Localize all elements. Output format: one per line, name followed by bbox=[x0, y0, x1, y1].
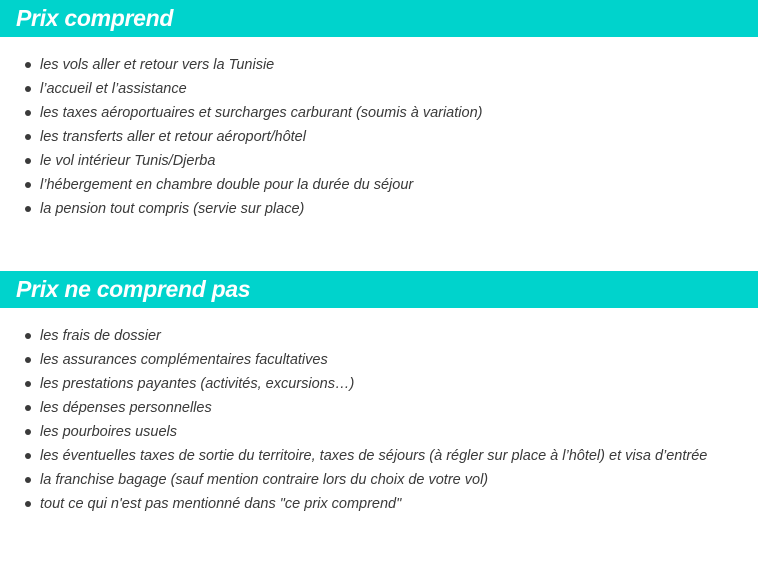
included-items-list bbox=[0, 53, 482, 221]
excluded-item bbox=[0, 372, 707, 396]
bullet-icon bbox=[25, 182, 31, 188]
excluded-items-list bbox=[0, 324, 707, 516]
included-item-text: la pension tout compris (servie sur place) bbox=[40, 201, 305, 217]
excluded-item-text: les prestations payantes (activités, excursions…) bbox=[40, 376, 355, 392]
included-item bbox=[0, 77, 482, 101]
included-section-header bbox=[0, 0, 758, 37]
excluded-item-text: les dépenses personnelles bbox=[40, 400, 212, 416]
excluded-item bbox=[0, 492, 707, 516]
excluded-item-text: la franchise bagage (sauf mention contraire lors du choix de votre vol) bbox=[40, 472, 489, 488]
included-item-text: les taxes aéroportuaires et surcharges carburant (soumis à variation) bbox=[40, 105, 483, 121]
bullet-icon bbox=[25, 62, 31, 68]
excluded-item bbox=[0, 468, 707, 492]
bullet-icon bbox=[25, 206, 31, 212]
excluded-item bbox=[0, 324, 707, 348]
bullet-icon bbox=[25, 86, 31, 92]
included-item bbox=[0, 125, 482, 149]
bullet-icon bbox=[25, 381, 31, 387]
bullet-icon bbox=[25, 453, 31, 459]
excluded-item-text: les pourboires usuels bbox=[40, 424, 178, 440]
included-item-text: le vol intérieur Tunis/Djerba bbox=[40, 153, 216, 169]
bullet-icon bbox=[25, 110, 31, 116]
bullet-icon bbox=[25, 477, 31, 483]
excluded-item-text: les assurances complémentaires facultatives bbox=[40, 352, 328, 368]
included-item bbox=[0, 197, 482, 221]
excluded-item-text: tout ce qui n'est pas mentionné dans "ce prix comprend" bbox=[40, 496, 402, 512]
included-item-text: l’hébergement en chambre double pour la durée du séjour bbox=[40, 177, 414, 193]
excluded-item bbox=[0, 420, 707, 444]
bullet-icon bbox=[25, 333, 31, 339]
included-item-text: les vols aller et retour vers la Tunisie bbox=[40, 57, 275, 73]
excluded-item bbox=[0, 348, 707, 372]
included-item bbox=[0, 173, 482, 197]
excluded-item bbox=[0, 396, 707, 420]
included-item bbox=[0, 149, 482, 173]
excluded-item-text: les frais de dossier bbox=[40, 328, 161, 344]
included-item bbox=[0, 101, 482, 125]
excluded-item-text: les éventuelles taxes de sortie du territoire, taxes de séjours (à régler sur place à l’hôtel) et visa d’entrée bbox=[40, 448, 708, 464]
bullet-icon bbox=[25, 357, 31, 363]
excluded-section-title: Prix ne comprend pas bbox=[16, 276, 251, 302]
included-section-title: Prix comprend bbox=[16, 5, 174, 31]
bullet-icon bbox=[25, 429, 31, 435]
included-item bbox=[0, 53, 482, 77]
excluded-item bbox=[0, 444, 707, 468]
included-item-text: les transferts aller et retour aéroport/hôtel bbox=[40, 129, 306, 145]
bullet-icon bbox=[25, 405, 31, 411]
excluded-section-header bbox=[0, 271, 758, 308]
bullet-icon bbox=[25, 158, 31, 164]
included-item-text: l’accueil et l’assistance bbox=[40, 81, 187, 97]
bullet-icon bbox=[25, 501, 31, 507]
bullet-icon bbox=[25, 134, 31, 140]
